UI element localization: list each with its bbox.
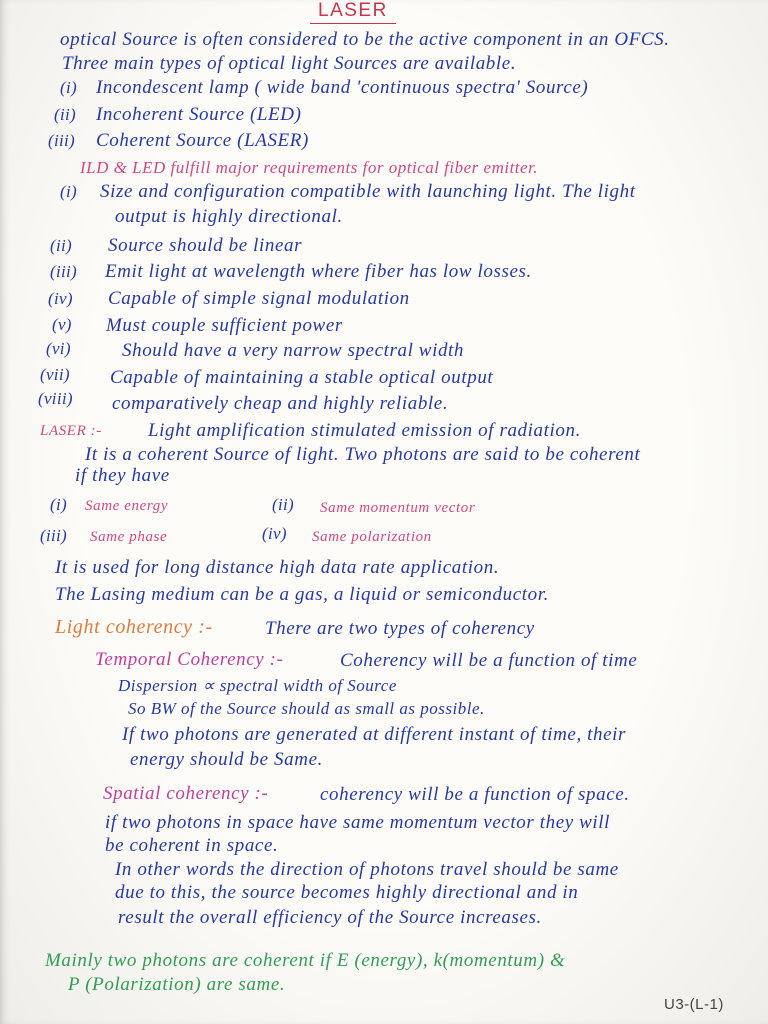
laser-expansion: Light amplification stimulated emission of radiation. bbox=[148, 420, 581, 441]
temporal-line: energy should be Same. bbox=[130, 749, 323, 770]
page-title: LASER bbox=[310, 0, 396, 24]
spatial-coherency-heading: Spatial coherency :- bbox=[103, 783, 269, 804]
list-item-text: Incondescent lamp ( wide band 'continuous spectra' Source) bbox=[96, 77, 589, 98]
list-marker: (iii) bbox=[48, 131, 75, 150]
condition-text: Same phase bbox=[90, 529, 168, 545]
usage-line: It is used for long distance high data rate application. bbox=[55, 557, 500, 578]
laser-label: LASER :- bbox=[40, 423, 102, 439]
page-reference: U3-(L-1) bbox=[664, 996, 724, 1013]
list-marker: (v) bbox=[52, 315, 72, 334]
light-coherency-heading: Light coherency :- bbox=[55, 616, 213, 638]
list-item-text: Capable of maintaining a stable optical output bbox=[110, 367, 494, 388]
list-marker: (iv) bbox=[262, 524, 287, 543]
list-item-text: Source should be linear bbox=[108, 235, 303, 256]
list-marker: (viii) bbox=[38, 389, 73, 408]
list-marker: (i) bbox=[60, 78, 77, 97]
spatial-line: be coherent in space. bbox=[105, 835, 279, 856]
list-item-text: Must couple sufficient power bbox=[106, 315, 343, 336]
condition-text: Same polarization bbox=[312, 529, 432, 545]
spatial-line: due to this, the source becomes highly directional and in bbox=[115, 882, 579, 903]
laser-description-line: if they have bbox=[75, 465, 170, 486]
list-marker: (iii) bbox=[50, 262, 77, 281]
list-item-text: Capable of simple signal modulation bbox=[108, 288, 410, 309]
list-marker: (ii) bbox=[50, 236, 72, 255]
spatial-line: if two photons in space have same momentum vector they will bbox=[105, 812, 611, 833]
list-item-text: output is highly directional. bbox=[115, 206, 343, 227]
list-marker: (iv) bbox=[48, 289, 73, 308]
light-coherency-text: There are two types of coherency bbox=[265, 618, 535, 639]
list-marker: (vi) bbox=[46, 339, 71, 358]
list-item-text: Incoherent Source (LED) bbox=[96, 104, 302, 125]
list-item-text: comparatively cheap and highly reliable. bbox=[112, 393, 449, 414]
spatial-coherency-text: coherency will be a function of space. bbox=[320, 784, 630, 805]
list-marker: (i) bbox=[60, 182, 77, 201]
list-item-text: Coherent Source (LASER) bbox=[96, 130, 309, 151]
temporal-line: Dispersion ∝ spectral width of Source bbox=[118, 676, 397, 695]
list-marker: (ii) bbox=[272, 495, 294, 514]
spatial-line: result the overall efficiency of the Source increases. bbox=[118, 907, 542, 928]
spatial-line: In other words the direction of photons travel should be same bbox=[115, 859, 619, 880]
temporal-coherency-text: Coherency will be a function of time bbox=[340, 650, 638, 671]
condition-text: Same energy bbox=[85, 498, 169, 514]
list-item-text: Emit light at wavelength where fiber has low losses. bbox=[105, 261, 532, 282]
list-marker: (iii) bbox=[40, 526, 67, 545]
summary-line: P (Polarization) are same. bbox=[68, 974, 286, 995]
usage-line: The Lasing medium can be a gas, a liquid or semiconductor. bbox=[55, 584, 549, 605]
laser-description-line: It is a coherent Source of light. Two photons are said to be coherent bbox=[85, 444, 641, 465]
temporal-line: If two photons are generated at different instant of time, their bbox=[122, 724, 627, 745]
intro-line: Three main types of optical light Sources are available. bbox=[62, 53, 517, 74]
list-marker: (i) bbox=[50, 495, 67, 514]
list-item-text: Should have a very narrow spectral width bbox=[122, 340, 465, 361]
temporal-line: So BW of the Source should as small as possible. bbox=[128, 699, 485, 718]
summary-line: Mainly two photons are coherent if E (energy), k(momentum) & bbox=[45, 950, 566, 971]
list-item-text: Size and configuration compatible with launching light. The light bbox=[100, 181, 636, 202]
intro-line: optical Source is often considered to be the active component in an OFCS. bbox=[60, 29, 670, 50]
condition-text: Same momentum vector bbox=[320, 500, 476, 516]
list-marker: (vii) bbox=[40, 365, 70, 384]
temporal-coherency-heading: Temporal Coherency :- bbox=[95, 649, 284, 670]
requirements-heading: ILD & LED fulfill major requirements for optical fiber emitter. bbox=[80, 158, 539, 177]
list-marker: (ii) bbox=[54, 105, 76, 124]
